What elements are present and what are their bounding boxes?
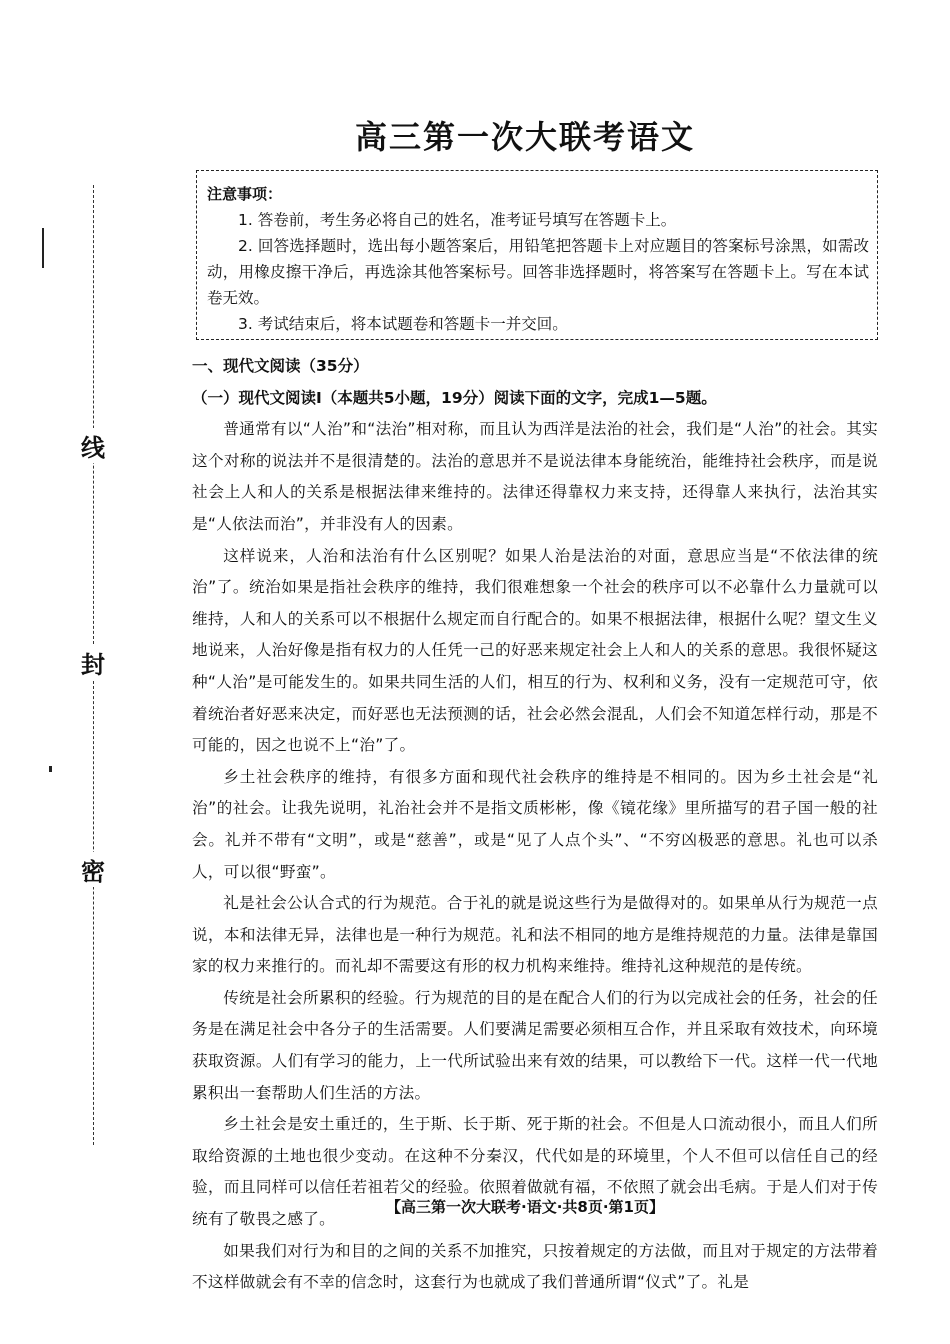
passage-paragraph: 普通常有以“人治”和“法治”相对称，而且认为西洋是法治的社会，我们是“人治”的社会。其实这个对称的说法并不是很清楚的。法治的意思并不是说法律本身能统治，能维持社会秩序，而是说社会上人和人的关系是根据法律来维持的。法律还得靠权力来支持，还得靠人来执行，法治其实是“人依法而治”，并非没有人的因素。 (192, 420, 878, 533)
notice-item: 3. 考试结束后，将本试题卷和答题卡一并交回。 (238, 315, 568, 333)
passage-paragraph: 这样说来，人治和法治有什么区别呢？如果人治是法治的对面，意思应当是“不依法律的统治”了。统治如果是指社会秩序的维持，我们很难想象一个社会的秩序可以不必靠什么力量就可以维持，人和人的关系可以不根据什么规定而自行配合的。如果不根据法律，根据什么呢？望文生义地说来，人治好像是指有权力的人任凭一己的好恶来规定社会上人和人的关系的意思。我很怀疑这种“人治”是可能发生的。如果共同生活的人们，相互的行为、权利和义务，没有一定规范可守，依着统治者好恶来决定，而好恶也无法预测的话，社会必然会混乱，人们会不知道怎样行动，那是不可能的，因之也说不上“治”了。 (192, 546, 878, 755)
passage-paragraph: 乡土社会是安土重迁的，生于斯、长于斯、死于斯的社会。不但是人口流动很小，而且人们所取给资源的土地也很少变动。在这种不分秦汉，代代如是的环境里，个人不但可以信任自己的经验，而且同样可以信任若祖若父的经验。依照着做就有福，不依照了就会出毛病。于是人们对于传统有了敬畏之感了。 (192, 1115, 878, 1229)
notice-item: 2. 回答选择题时，选出每小题答案后，用铅笔把答题卡上对应题目的答案标号涂黑，如需改动，用橡皮擦干净后，再选涂其他答案标号。回答非选择题时，将答案写在答题卡上。写在本试卷无效。 (207, 237, 869, 307)
passage-paragraph: 礼是社会公认合式的行为规范。合于礼的就是说这些行为是做得对的。如果单从行为规范一点说，本和法律无异，法律也是一种行为规范。礼和法不相同的地方是维持规范的力量。法律是靠国家的权力来推行的。而礼却不需要这有形的权力机构来维持。维持礼这种规范的是传统。 (192, 894, 878, 976)
passage-paragraph: 如果我们对行为和目的之间的关系不加推究，只按着规定的方法做，而且对于规定的方法带着不这样做就会有不幸的信念时，这套行为也就成了我们普通所谓“仪式”了。礼是 (192, 1241, 878, 1292)
notice-box (196, 170, 878, 340)
passage-paragraph: 传统是社会所累积的经验。行为规范的目的是在配合人们的行为以完成社会的任务，社会的任务是在满足社会中各分子的生活需要。人们要满足需要必须相互合作，并且采取有效技术，向环境获取资源。人们有学习的能力，上一代所试验出来有效的结果，可以教给下一代。这样一代一代地累积出一套帮助人们生活的方法。 (192, 988, 878, 1102)
page-title: 高三第一次大联考语文 (354, 118, 695, 156)
passage-paragraph: 乡土社会秩序的维持，有很多方面和现代社会秩序的维持是不相同的。因为乡土社会是“礼治”的社会。让我先说明，礼治社会并不是指文质彬彬，像《镜花缘》里所描写的君子国一般的社会。礼并不带有“文明”，或是“慈善”，或是“见了人点个头”、“不穷凶极恶的意思。礼也可以杀人，可以很“野蛮”。 (192, 767, 878, 881)
page-footer: 【高三第一次大联考·语文·共8页·第1页】 (386, 1198, 664, 1216)
subsection-heading: （一）现代文阅读Ⅰ（本题共5小题，19分）阅读下面的文字，完成1—5题。 (192, 388, 717, 407)
notice-item: 1. 答卷前，考生务必将自己的姓名，准考证号填写在答题卡上。 (238, 211, 677, 229)
margin-char-feng: 封 (75, 645, 111, 680)
reading-section (192, 351, 878, 1299)
margin-tick-mark (42, 228, 44, 268)
margin-char-xian: 线 (75, 428, 111, 463)
margin-char-mi: 密 (75, 852, 111, 887)
section-heading: 一、现代文阅读（35分） (192, 357, 369, 375)
margin-dot-mark (49, 766, 52, 772)
notice-heading: 注意事项： (207, 185, 283, 203)
